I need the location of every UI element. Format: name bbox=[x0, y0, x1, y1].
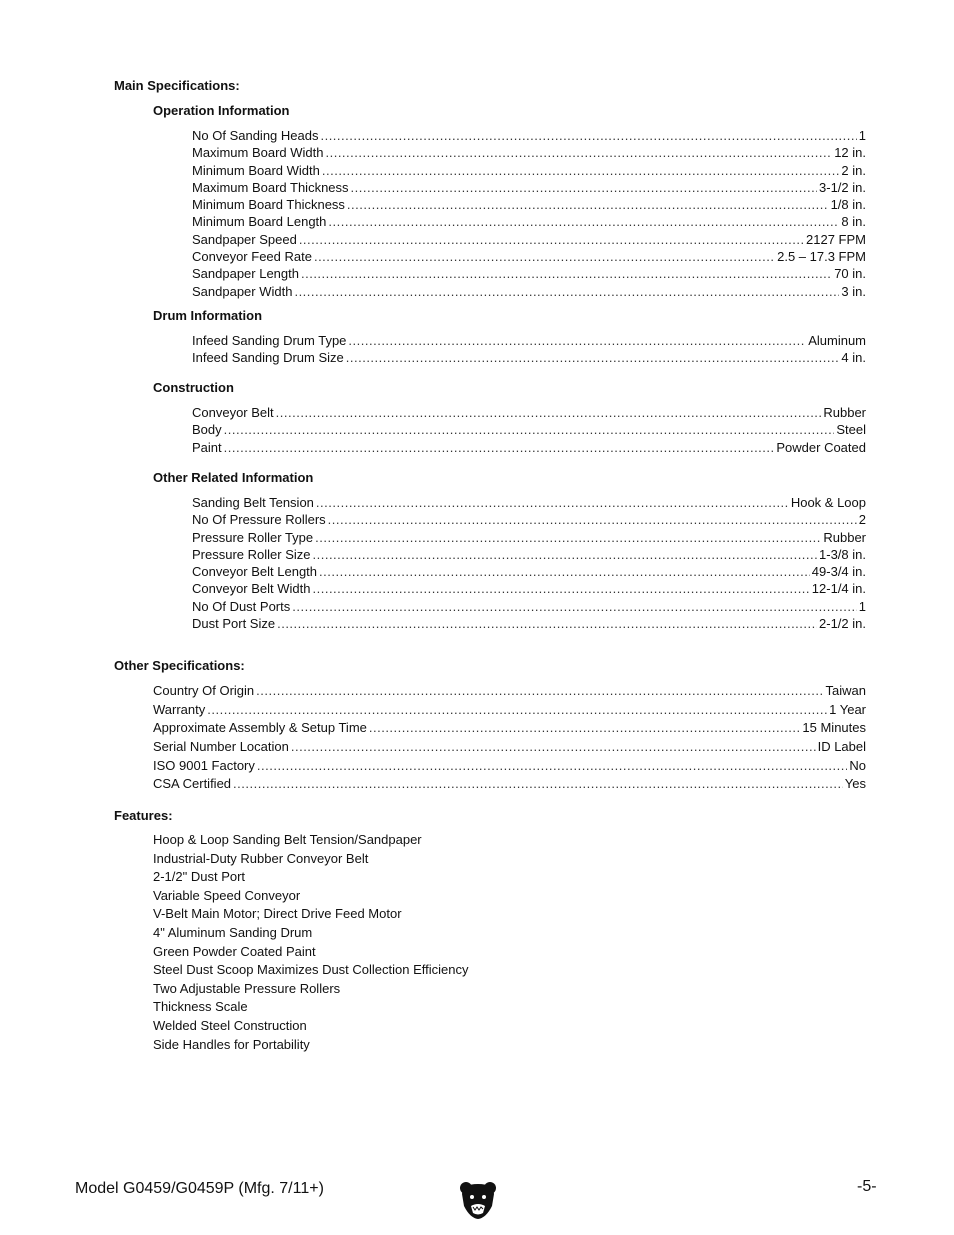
spec-label: Sandpaper Speed bbox=[192, 231, 297, 247]
spec-row bbox=[192, 529, 866, 546]
spec-value: 70 in. bbox=[834, 266, 866, 282]
spec-value: 12-1/4 in. bbox=[811, 581, 866, 597]
spec-row bbox=[192, 231, 866, 248]
feature-item: Thickness Scale bbox=[153, 999, 248, 1015]
spec-label: Conveyor Feed Rate bbox=[192, 249, 312, 265]
spec-value: 1 Year bbox=[829, 701, 866, 717]
spec-row bbox=[153, 682, 866, 701]
grizzly-bear-icon bbox=[458, 1180, 498, 1220]
spec-label: Maximum Board Thickness bbox=[192, 179, 349, 195]
spec-row bbox=[153, 757, 866, 776]
spec-value: Hook & Loop bbox=[790, 495, 866, 510]
spec-label: Sanding Belt Tension bbox=[192, 495, 314, 510]
operation-information-list bbox=[192, 127, 866, 300]
dot-leader bbox=[328, 213, 839, 230]
spec-row bbox=[153, 701, 866, 720]
spec-value: ID Label bbox=[817, 739, 866, 755]
spec-value: 1 bbox=[858, 598, 866, 614]
spec-label: Sandpaper Length bbox=[192, 266, 299, 282]
spec-label: Minimum Board Width bbox=[192, 162, 320, 178]
spec-label: Paint bbox=[192, 439, 222, 455]
spec-value: 2 in. bbox=[841, 162, 866, 178]
spec-value: 8 in. bbox=[841, 214, 866, 230]
spec-value: 12 in. bbox=[834, 145, 866, 161]
spec-label: Minimum Board Length bbox=[192, 214, 327, 230]
spec-value: 1 bbox=[858, 128, 866, 143]
spec-row bbox=[192, 580, 866, 597]
spec-label: CSA Certified bbox=[153, 776, 232, 792]
spec-value: 1/8 in. bbox=[830, 197, 866, 213]
spec-row bbox=[192, 349, 866, 366]
spec-label: Pressure Roller Type bbox=[192, 529, 314, 545]
spec-value: 4 in. bbox=[841, 350, 866, 366]
dot-leader bbox=[316, 494, 789, 511]
spec-label: Sandpaper Width bbox=[192, 283, 293, 299]
spec-row bbox=[192, 144, 866, 161]
dot-leader bbox=[276, 404, 822, 421]
feature-item: Variable Speed Conveyor bbox=[153, 887, 301, 903]
dot-leader bbox=[224, 439, 775, 456]
spec-row bbox=[192, 439, 866, 456]
spec-label: Conveyor Belt bbox=[192, 405, 274, 420]
feature-item: Hoop & Loop Sanding Belt Tension/Sandpaper bbox=[153, 832, 422, 847]
features-title: Features: bbox=[114, 808, 173, 823]
dot-leader bbox=[346, 349, 840, 366]
other-related-information-title: Other Related Information bbox=[153, 470, 314, 485]
feature-item: Side Handles for Portability bbox=[153, 1036, 310, 1052]
spec-value: Rubber bbox=[823, 529, 866, 545]
dot-leader bbox=[224, 421, 835, 438]
spec-value: 1-3/8 in. bbox=[819, 546, 866, 562]
dot-leader bbox=[347, 196, 829, 213]
feature-item: 4" Aluminum Sanding Drum bbox=[153, 924, 313, 940]
page-number: -5- bbox=[857, 1178, 877, 1195]
dot-leader bbox=[320, 127, 856, 144]
dot-leader bbox=[256, 682, 823, 699]
features-list bbox=[153, 831, 469, 1054]
spec-row bbox=[192, 615, 866, 632]
dot-leader bbox=[315, 529, 821, 546]
spec-value: Taiwan bbox=[825, 683, 866, 698]
dot-leader bbox=[257, 757, 847, 774]
spec-label: Serial Number Location bbox=[153, 739, 289, 755]
dot-leader bbox=[294, 283, 839, 300]
dot-leader bbox=[325, 144, 832, 161]
spec-row bbox=[192, 421, 866, 438]
spec-value: 3-1/2 in. bbox=[819, 179, 866, 195]
dot-leader bbox=[322, 162, 840, 179]
feature-item: Welded Steel Construction bbox=[153, 1017, 307, 1033]
feature-item: Green Powder Coated Paint bbox=[153, 943, 316, 959]
spec-label: No Of Pressure Rollers bbox=[192, 512, 326, 528]
spec-label: Approximate Assembly & Setup Time bbox=[153, 720, 367, 736]
dot-leader bbox=[328, 511, 857, 528]
spec-row bbox=[192, 248, 866, 265]
spec-row bbox=[192, 332, 866, 349]
spec-row bbox=[192, 404, 866, 421]
spec-label: Minimum Board Thickness bbox=[192, 197, 345, 213]
feature-item: Two Adjustable Pressure Rollers bbox=[153, 980, 341, 996]
spec-value: 3 in. bbox=[841, 283, 866, 299]
spec-row bbox=[192, 162, 866, 179]
dot-leader bbox=[291, 738, 816, 755]
dot-leader bbox=[314, 248, 775, 265]
dot-leader bbox=[319, 563, 810, 580]
spec-value: Rubber bbox=[823, 405, 866, 420]
spec-value: Powder Coated bbox=[776, 439, 866, 455]
spec-row bbox=[153, 719, 866, 738]
dot-leader bbox=[207, 701, 827, 718]
spec-row bbox=[192, 265, 866, 282]
spec-value: 2127 FPM bbox=[806, 231, 866, 247]
other-specifications-title: Other Specifications: bbox=[114, 658, 245, 673]
spec-value: 2 bbox=[858, 512, 866, 528]
dot-leader bbox=[348, 332, 806, 349]
spec-label: Body bbox=[192, 422, 222, 438]
spec-row bbox=[192, 546, 866, 563]
drum-information-title: Drum Information bbox=[153, 308, 263, 323]
spec-label: Conveyor Belt Width bbox=[192, 581, 311, 597]
dot-leader bbox=[351, 179, 817, 196]
dot-leader bbox=[313, 580, 810, 597]
spec-row bbox=[192, 283, 866, 300]
dot-leader bbox=[299, 231, 804, 248]
spec-value: 15 Minutes bbox=[802, 720, 866, 736]
spec-row bbox=[192, 511, 866, 528]
spec-label: No Of Dust Ports bbox=[192, 598, 291, 614]
spec-value: 49-3/4 in. bbox=[811, 564, 866, 580]
spec-label: Warranty bbox=[153, 701, 206, 717]
feature-item: Steel Dust Scoop Maximizes Dust Collection Efficiency bbox=[153, 962, 469, 978]
spec-label: Country Of Origin bbox=[153, 683, 255, 698]
drum-information-list bbox=[192, 332, 866, 367]
feature-item: 2-1/2" Dust Port bbox=[153, 869, 246, 885]
footer-model: Model G0459/G0459P (Mfg. 7/11+) bbox=[75, 1180, 324, 1197]
dot-leader bbox=[233, 775, 843, 792]
spec-row bbox=[153, 775, 866, 794]
spec-row bbox=[192, 213, 866, 230]
spec-row bbox=[192, 563, 866, 580]
construction-list bbox=[192, 404, 866, 456]
spec-label: Infeed Sanding Drum Type bbox=[192, 333, 347, 348]
main-specifications-title: Main Specifications: bbox=[114, 78, 240, 93]
operation-information-title: Operation Information bbox=[153, 103, 290, 118]
spec-label: ISO 9001 Factory bbox=[153, 757, 255, 773]
spec-value: 2.5 – 17.3 FPM bbox=[777, 249, 866, 265]
construction-title: Construction bbox=[153, 380, 234, 395]
dot-leader bbox=[313, 546, 818, 563]
spec-row bbox=[192, 598, 866, 615]
feature-item: Industrial-Duty Rubber Conveyor Belt bbox=[153, 850, 369, 866]
spec-value: No bbox=[849, 757, 866, 773]
other-specifications-list bbox=[153, 682, 866, 794]
spec-label: Maximum Board Width bbox=[192, 145, 324, 161]
other-related-information-list bbox=[192, 494, 866, 632]
spec-row bbox=[192, 494, 866, 511]
spec-row bbox=[192, 127, 866, 144]
spec-label: Pressure Roller Size bbox=[192, 546, 311, 562]
spec-value: Steel bbox=[836, 422, 866, 438]
spec-label: Dust Port Size bbox=[192, 616, 276, 632]
feature-item: V-Belt Main Motor; Direct Drive Feed Motor bbox=[153, 906, 402, 922]
spec-row bbox=[192, 196, 866, 213]
dot-leader bbox=[292, 598, 857, 615]
dot-leader bbox=[301, 265, 832, 282]
dot-leader bbox=[369, 719, 801, 736]
dot-leader bbox=[277, 615, 817, 632]
spec-label: No Of Sanding Heads bbox=[192, 128, 319, 143]
spec-row bbox=[192, 179, 866, 196]
spec-value: Aluminum bbox=[808, 333, 866, 348]
spec-label: Infeed Sanding Drum Size bbox=[192, 350, 344, 366]
spec-row bbox=[153, 738, 866, 757]
spec-value: Yes bbox=[844, 776, 866, 792]
spec-value: 2-1/2 in. bbox=[819, 616, 866, 632]
spec-label: Conveyor Belt Length bbox=[192, 564, 318, 580]
